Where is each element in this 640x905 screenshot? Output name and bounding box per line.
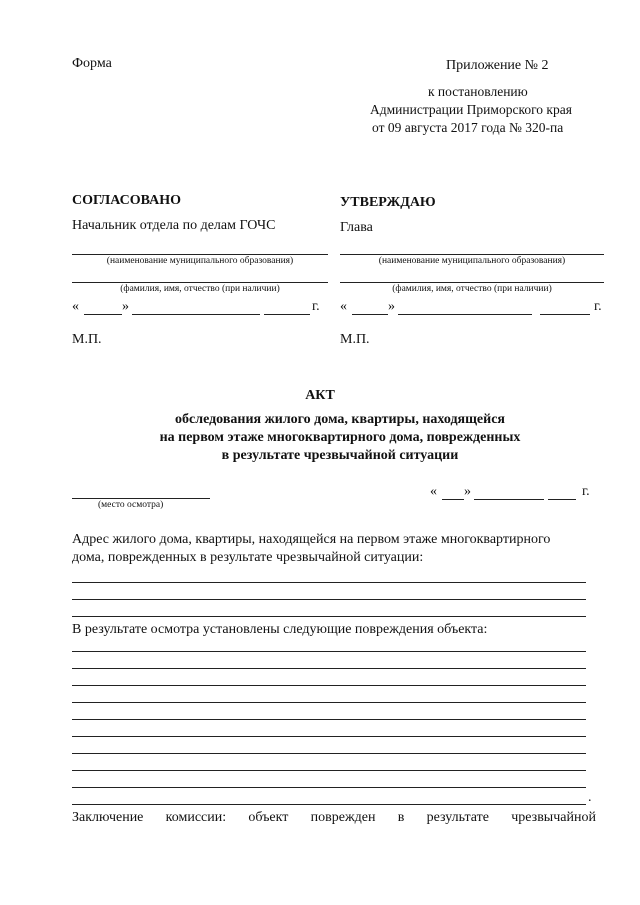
conclusion-word-1: Заключение: [72, 810, 144, 825]
address-line-1[interactable]: [72, 582, 586, 583]
inspection-place-caption: (место осмотра): [98, 500, 164, 510]
address-line-3[interactable]: [72, 616, 586, 617]
act-subtitle-line1: обследования жилого дома, квартиры, находящейся: [175, 412, 505, 427]
month-line-right[interactable]: [398, 314, 532, 315]
act-title: АКТ: [305, 388, 335, 403]
damage-final-dot: .: [588, 790, 592, 805]
appendix-number: Приложение № 2: [446, 58, 549, 73]
address-line-2[interactable]: [72, 599, 586, 600]
fio-caption-left: (фамилия, имя, отчество (при наличии): [120, 284, 280, 294]
damage-line-9[interactable]: [72, 787, 586, 788]
act-month-line[interactable]: [474, 499, 544, 500]
address-label-line2: дома, поврежденных в результате чрезвычайной ситуации:: [72, 550, 424, 565]
conclusion-word-7: чрезвычайной: [511, 810, 596, 825]
date-close-left: »: [122, 299, 129, 314]
fio-line-left[interactable]: [72, 282, 328, 283]
date-close-right: »: [388, 299, 395, 314]
act-day-line[interactable]: [442, 499, 464, 500]
damage-line-1[interactable]: [72, 651, 586, 652]
conclusion-word-3: объект: [248, 810, 289, 825]
conclusion-word-6: результате: [426, 810, 489, 825]
act-year-suffix: г.: [582, 484, 590, 499]
day-line-left[interactable]: [84, 314, 122, 315]
approve-title: УТВЕРЖДАЮ: [340, 195, 436, 210]
to-resolution: к постановлению: [428, 84, 528, 99]
agreed-position: Начальник отдела по делам ГОЧС: [72, 218, 276, 233]
administration: Администрации Приморского края: [370, 102, 572, 117]
damage-line-4[interactable]: [72, 702, 586, 703]
act-subtitle-line2: на первом этаже многоквартирного дома, поврежденных: [159, 430, 521, 445]
agreed-title: СОГЛАСОВАНО: [72, 193, 181, 208]
damage-line-8[interactable]: [72, 770, 586, 771]
inspection-place-line[interactable]: [72, 498, 210, 499]
conclusion-word-5: в: [397, 810, 405, 825]
municipality-line-left[interactable]: [72, 254, 328, 255]
month-line-left[interactable]: [132, 314, 260, 315]
act-date-close: »: [464, 484, 471, 499]
conclusion-word-2: комиссии:: [165, 810, 227, 825]
act-subtitle-line3: в результате чрезвычайной ситуации: [221, 448, 459, 463]
damage-line-5[interactable]: [72, 719, 586, 720]
year-line-left[interactable]: [264, 314, 310, 315]
day-line-right[interactable]: [352, 314, 388, 315]
damage-line-10[interactable]: [72, 804, 586, 805]
date-open-left: «: [72, 299, 79, 314]
stamp-right: М.П.: [340, 332, 370, 347]
act-date-open: «: [430, 484, 437, 499]
stamp-left: М.П.: [72, 332, 102, 347]
damage-line-7[interactable]: [72, 753, 586, 754]
year-line-right[interactable]: [540, 314, 590, 315]
municipality-caption-right: (наименование муниципального образования): [378, 256, 566, 266]
damage-line-3[interactable]: [72, 685, 586, 686]
municipality-line-right[interactable]: [340, 254, 604, 255]
date-open-right: «: [340, 299, 347, 314]
form-label: Форма: [72, 56, 112, 71]
year-suffix-left: г.: [312, 299, 320, 314]
conclusion-word-4: поврежден: [310, 810, 376, 825]
damage-intro: В результате осмотра установлены следующие повреждения объекта:: [72, 622, 488, 637]
year-suffix-right: г.: [594, 299, 602, 314]
damage-line-6[interactable]: [72, 736, 586, 737]
fio-line-right[interactable]: [340, 282, 604, 283]
municipality-caption-left: (наименование муниципального образования): [106, 256, 294, 266]
resolution-date-number: от 09 августа 2017 года № 320-па: [372, 120, 564, 135]
damage-line-2[interactable]: [72, 668, 586, 669]
conclusion-line: [72, 810, 596, 826]
approve-position: Глава: [340, 220, 373, 235]
fio-caption-right: (фамилия, имя, отчество (при наличии): [392, 284, 552, 294]
address-label-line1: Адрес жилого дома, квартиры, находящейся на первом этаже многоквартирного: [72, 532, 551, 547]
act-year-line[interactable]: [548, 499, 576, 500]
